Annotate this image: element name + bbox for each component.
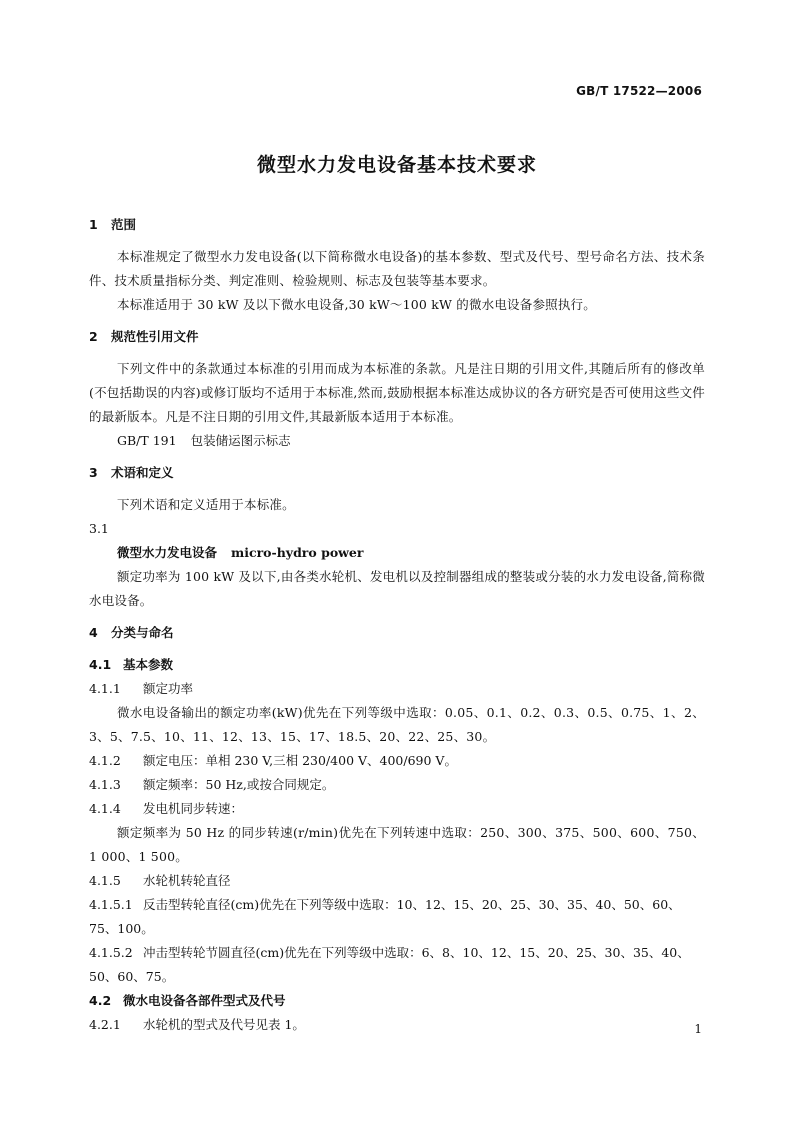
clause-4-1-5	[89, 869, 705, 893]
document-title: 微型水力发电设备基本技术要求	[256, 154, 537, 176]
term-number: 3.1	[89, 521, 109, 536]
clause-number: 4.1.2	[89, 753, 121, 768]
term-name-en: micro-hydro power	[231, 545, 364, 560]
section-heading-scope	[89, 213, 705, 237]
paragraph: 下列文件中的条款通过本标准的引用而成为本标准的条款。凡是注日期的引用文件,其随后所有的修改单(不包括勘误的内容)或修订版均不适用于本标准,然而,鼓励根据本标准达成协议的各方研究是否可使用这些文件的最新版本。凡是不注日期的引用文件,其最新版本适用于本标准。	[89, 361, 705, 424]
section-title: 规范性引用文件	[111, 329, 199, 344]
clause-text: 额定功率	[143, 681, 194, 696]
reference-title: 包装储运图示标志	[190, 433, 291, 448]
standard-code: GB/T 17522—2006	[576, 84, 702, 98]
section-title: 术语和定义	[111, 465, 174, 480]
clause-number: 4.1.4	[89, 801, 121, 816]
section-number: 3	[89, 465, 98, 480]
clause-text: 额定电压：单相 230 V,三相 230/400 V、400/690 V。	[143, 753, 457, 768]
subsection-title: 微水电设备各部件型式及代号	[123, 993, 286, 1008]
paragraph: 本标准适用于 30 kW 及以下微水电设备,30 kW～100 kW 的微水电设备参照执行。	[117, 297, 596, 312]
paragraph: 下列术语和定义适用于本标准。	[117, 497, 295, 512]
clause-text: 额定频率：50 Hz,或按合同规定。	[143, 777, 335, 792]
clause-number: 4.2.1	[89, 1017, 121, 1032]
subsection-number: 4.1	[89, 657, 112, 672]
section-title: 分类与命名	[111, 625, 174, 640]
section-heading-classification	[89, 621, 705, 645]
term-name	[89, 541, 705, 565]
reference-code: GB/T 191	[117, 433, 177, 448]
reference-item	[89, 429, 705, 453]
paragraph: 本标准规定了微型水力发电设备(以下简称微水电设备)的基本参数、型式及代号、型号命名方法、技术条件、技术质量指标分类、判定准则、检验规则、标志及包装等基本要求。	[89, 249, 705, 288]
clause-number: 4.1.5.2	[89, 945, 133, 960]
clause-4-1-2	[89, 749, 705, 773]
section-heading-normative-references	[89, 325, 705, 349]
clause-number: 4.1.3	[89, 777, 121, 792]
clause-number: 4.1.5.1	[89, 897, 133, 912]
paragraph: 微水电设备输出的额定功率(kW)优先在下列等级中选取：0.05、0.1、0.2、0.3、0.5、0.75、1、2、3、5、7.5、10、11、12、13、15、17、18.5、20、22、25、30。	[89, 705, 705, 744]
section-title: 范围	[111, 217, 137, 232]
clause-4-1-5-2	[89, 941, 705, 989]
clause-4-1-3	[89, 773, 705, 797]
term-name-zh: 微型水力发电设备	[117, 545, 218, 560]
clause-number: 4.1.1	[89, 681, 121, 696]
subsection-title: 基本参数	[123, 657, 174, 672]
clause-number: 4.1.5	[89, 873, 121, 888]
clause-text: 冲击型转轮节圆直径(cm)优先在下列等级中选取：6、8、10、12、15、20、25、30、35、40、50、60、75。	[89, 945, 690, 984]
subsection-heading-component-types	[89, 989, 705, 1013]
clause-text: 水轮机转轮直径	[143, 873, 231, 888]
section-heading-terms	[89, 461, 705, 485]
clause-4-1-1	[89, 677, 705, 701]
subsection-number: 4.2	[89, 993, 112, 1008]
paragraph: 额定频率为 50 Hz 的同步转速(r/min)优先在下列转速中选取：250、300、375、500、600、750、1 000、1 500。	[89, 825, 705, 864]
clause-4-2-1	[89, 1013, 705, 1037]
clause-4-1-4	[89, 797, 705, 821]
clause-text: 反击型转轮直径(cm)优先在下列等级中选取：10、12、15、20、25、30、35、40、50、60、75、100。	[89, 897, 681, 936]
section-number: 2	[89, 329, 98, 344]
section-number: 4	[89, 625, 98, 640]
page-number: 1	[694, 1022, 702, 1036]
clause-text: 水轮机的型式及代号见表 1。	[143, 1017, 305, 1032]
clause-4-1-5-1	[89, 893, 705, 941]
subsection-heading-basic-parameters	[89, 653, 705, 677]
clause-text: 发电机同步转速：	[143, 801, 244, 816]
document-body	[89, 213, 705, 1037]
section-number: 1	[89, 217, 98, 232]
term-definition: 额定功率为 100 kW 及以下,由各类水轮机、发电机以及控制器组成的整装或分装的水力发电设备,简称微水电设备。	[89, 569, 705, 608]
